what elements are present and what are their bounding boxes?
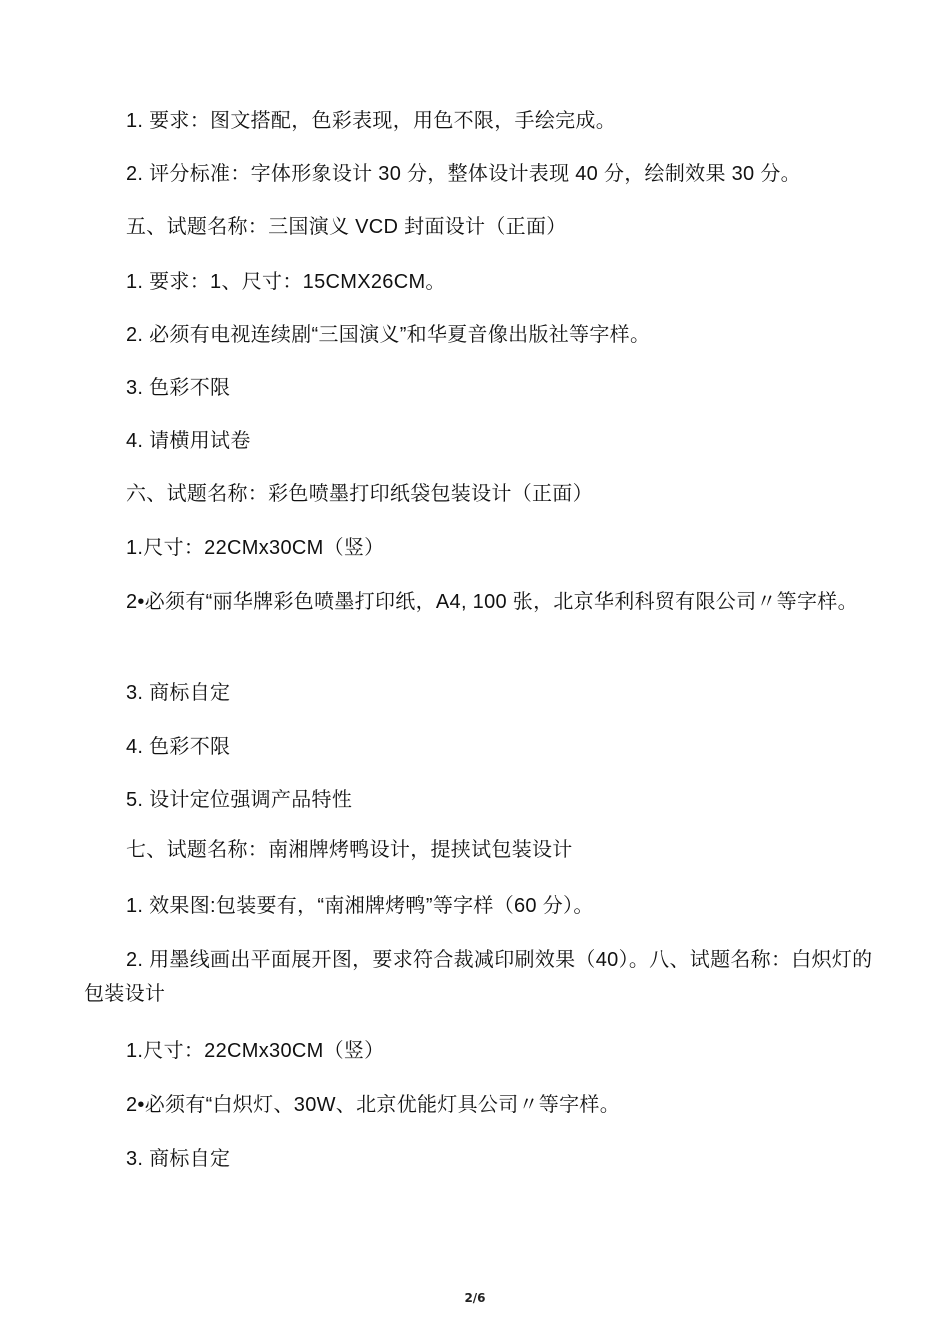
paragraph-color-unlimited: 3. 色彩不限 (126, 377, 231, 399)
paragraph-section-six-title: 六、试题名称：彩色喷墨打印纸袋包装设计（正面） (126, 483, 593, 505)
paragraph-required-text: 2. 必须有电视连续剧“三国演义”和华夏音像出版社等字样。 (126, 324, 651, 346)
paragraph-required-text-lamp: 2•必须有“白炽灯、30W、北京优能灯具公司〃等字样。 (126, 1094, 621, 1116)
paragraph-logo-custom-2: 3. 商标自定 (126, 1148, 231, 1170)
paragraph-scoring-criteria: 2. 评分标准：字体形象设计 30 分，整体设计表现 40 分，绘制效果 30 分。 (126, 163, 801, 185)
paragraph-logo-custom: 3. 商标自定 (126, 682, 231, 704)
page-number: 2/6 (464, 1291, 486, 1305)
paragraph-color-unlimited-2: 4. 色彩不限 (126, 736, 231, 758)
paragraph-effect-drawing: 1. 效果图:包装要有，“南湘牌烤鸭”等字样（60 分）。 (126, 895, 594, 917)
paragraph-section-five-title: 五、试题名称：三国演义 VCD 封面设计（正面） (126, 216, 567, 238)
paragraph-section-seven-title: 七、试题名称：南湘牌烤鸭设计，提挟试包装设计 (126, 839, 573, 861)
paragraph-product-positioning: 5. 设计定位强调产品特性 (126, 789, 353, 811)
paragraph-size-requirement: 1. 要求：1、尺寸：15CMX26CM。 (126, 271, 446, 293)
paragraph-unfolded-drawing: 2. 用墨线画出平面展开图，要求符合裁减印刷效果（40）。八、试题名称：白炽灯的包装设计 (84, 949, 873, 1005)
paragraph-landscape-paper: 4. 请横用试卷 (126, 430, 251, 452)
paragraph-required-text-multiline: 2•必须有“丽华牌彩色喷墨打印纸，A4, 100 张，北京华利科贸有限公司〃等字样。 (126, 591, 858, 613)
paragraph-requirement: 1. 要求：图文搭配，色彩表现，用色不限，手绘完成。 (126, 110, 617, 132)
paragraph-size-portrait-2: 1.尺寸：22CMx30CM（竖） (126, 1040, 385, 1062)
paragraph-size-portrait: 1.尺寸：22CMx30CM（竖） (126, 537, 385, 559)
